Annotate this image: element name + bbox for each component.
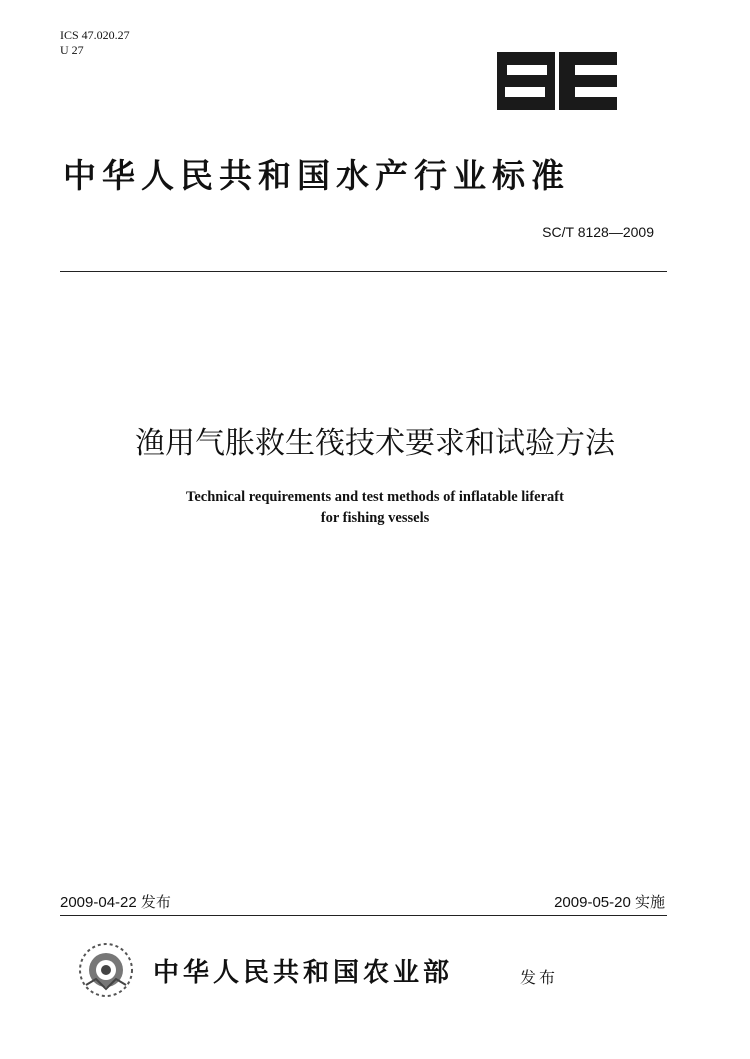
- issuing-label: 发布: [520, 968, 559, 987]
- category-code: U 27: [60, 43, 84, 57]
- classification-codes: [60, 28, 130, 58]
- sc-logo-icon: [497, 52, 617, 110]
- issue-date: 2009-04-22 发布: [60, 894, 171, 911]
- document-title-english-line1: Technical requirements and test methods of inflatable liferaft: [186, 489, 564, 505]
- document-title-english-line2: for fishing vessels: [320, 510, 430, 526]
- standard-number: SC/T 8128—2009: [542, 224, 654, 240]
- header-divider: [60, 271, 667, 272]
- document-title-chinese: 渔用气胀救生筏技术要求和试验方法: [135, 426, 615, 461]
- footer-divider: [60, 915, 667, 916]
- ministry-emblem-icon: [76, 941, 136, 999]
- standard-title: 中华人民共和国水产行业标准: [63, 156, 570, 195]
- document-title-english: [40, 487, 710, 529]
- ics-code: ICS 47.020.27: [60, 28, 130, 42]
- effective-date: 2009-05-20 实施: [554, 894, 665, 911]
- issuing-authority: 中华人民共和国农业部: [153, 958, 454, 988]
